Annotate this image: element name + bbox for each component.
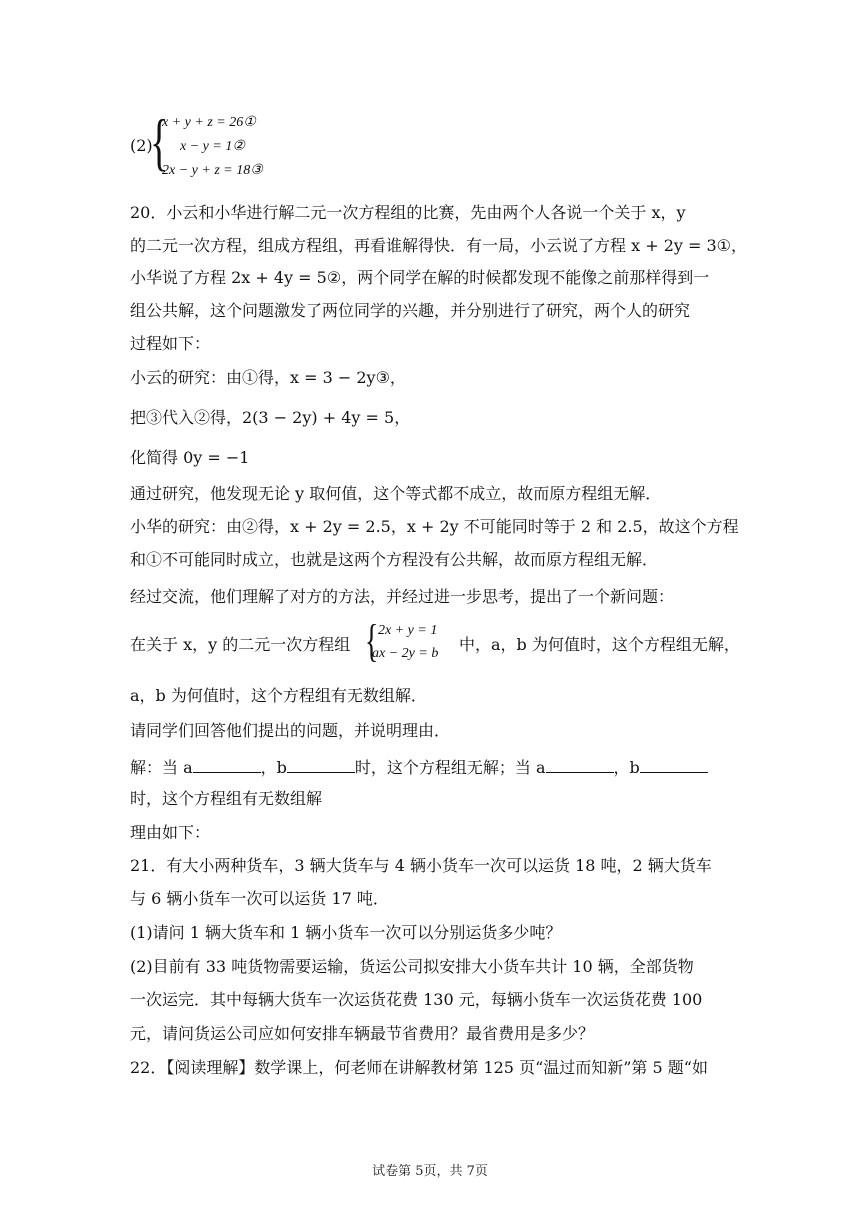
q20-line-9: 通过研究，他发现无论 y 取何值，这个等式都不成立，故而原方程组无解． bbox=[130, 484, 662, 503]
answer-sep-1: ，b bbox=[260, 758, 287, 777]
answer-blank-b-infinite[interactable] bbox=[640, 756, 708, 773]
q20-sys-eq2: ax − 2y = b bbox=[372, 646, 439, 661]
q19-brace: { bbox=[150, 106, 169, 177]
q20-line-12: 经过交流，他们理解了对方的方法，并经过进一步思考，提出了一个新问题： bbox=[130, 587, 675, 606]
q20-line-8: 化简得 0y = −1 bbox=[130, 448, 250, 467]
q20-line-15: 请同学们回答他们提出的问题，并说明理由． bbox=[130, 721, 451, 740]
q20-line-5: 过程如下： bbox=[130, 334, 211, 353]
answer-prefix: 解：当 a bbox=[130, 758, 193, 777]
q21-line-5: 一次运完．其中每辆大货车一次运货花费 130 元，每辆小货车一次运货花费 100 bbox=[130, 990, 703, 1009]
q20-line-4: 组公共解，这个问题激发了两位同学的兴趣，并分别进行了研究，两个人的研究 bbox=[130, 301, 691, 320]
page-footer: 试卷第 5页，共 7页 bbox=[372, 1164, 488, 1179]
q21-line-6: 元，请问货运公司应如何安排车辆最节省费用？最省费用是多少？ bbox=[130, 1024, 595, 1043]
q20-line-6: 小云的研究：由①得，x = 3 − 2y③， bbox=[130, 368, 406, 387]
q21-line-4: (2)目前有 33 吨货物需要运输，货运公司拟安排大小货车共计 10 辆，全部货物 bbox=[130, 957, 694, 976]
answer-blank-a-infinite[interactable] bbox=[546, 756, 614, 773]
q19-eq2: x − y = 1② bbox=[180, 139, 245, 154]
q20-system-brace: { bbox=[365, 615, 379, 666]
q21-line-3: (1)请问 1 辆大货车和 1 辆小货车一次可以分别运货多少吨？ bbox=[130, 923, 562, 942]
q20-sys-eq1: 2x + y = 1 bbox=[378, 623, 438, 638]
q20-line-13a: 在关于 x，y 的二元一次方程组 bbox=[130, 635, 351, 654]
q20-line-7: 把③代入②得，2(3 − 2y) + 4y = 5， bbox=[130, 408, 411, 427]
answer-blank-b-no-solution[interactable] bbox=[287, 756, 355, 773]
q19-eq3: 2x − y + z = 18③ bbox=[162, 163, 263, 178]
q20-line-3: 小华说了方程 2x + 4y = 5②，两个同学在解的时候都发现不能像之前那样得到一 bbox=[130, 268, 710, 287]
q19-eq1: x + y + z = 26① bbox=[162, 115, 256, 130]
q20-answer-line bbox=[130, 756, 708, 778]
q20-line-10: 小华的研究：由②得，x + 2y = 2.5，x + 2y 不可能同时等于 2 和 2.5，故这个方程 bbox=[130, 517, 739, 536]
answer-blank-a-no-solution[interactable] bbox=[193, 756, 261, 773]
answer-mid: 时，这个方程组无解；当 a bbox=[354, 758, 546, 777]
q21-line-2: 与 6 辆小货车一次可以运货 17 吨． bbox=[130, 889, 389, 908]
q20-line-11: 和①不可能同时成立，也就是这两个方程没有公共解，故而原方程组无解． bbox=[130, 550, 659, 569]
answer-sep-2: ，b bbox=[613, 758, 640, 777]
q20-line-14: a，b 为何值时，这个方程组有无数组解． bbox=[130, 686, 427, 705]
q20-line-1: 20．小云和小华进行解二元一次方程组的比赛，先由两个人各说一个关于 x，y bbox=[130, 203, 686, 222]
q20-line-13b: 中，a，b 为何值时，这个方程组无解， bbox=[459, 635, 740, 654]
q19-label: (2) bbox=[130, 136, 153, 155]
q20-line-2: 的二元一次方程，组成方程组，再看谁解得快．有一局，小云说了方程 x + 2y = 3①， bbox=[130, 236, 748, 255]
q22-line-1: 22．【阅读理解】数学课上，何老师在讲解教材第 125 页“温过而知新”第 5 题“如 bbox=[130, 1058, 708, 1077]
q20-line-18: 理由如下： bbox=[130, 823, 211, 842]
q21-line-1: 21．有大小两种货车，3 辆大货车与 4 辆小货车一次可以运货 18 吨，2 辆大货车 bbox=[130, 856, 712, 875]
q20-line-17: 时，这个方程组有无数组解 bbox=[130, 789, 323, 808]
